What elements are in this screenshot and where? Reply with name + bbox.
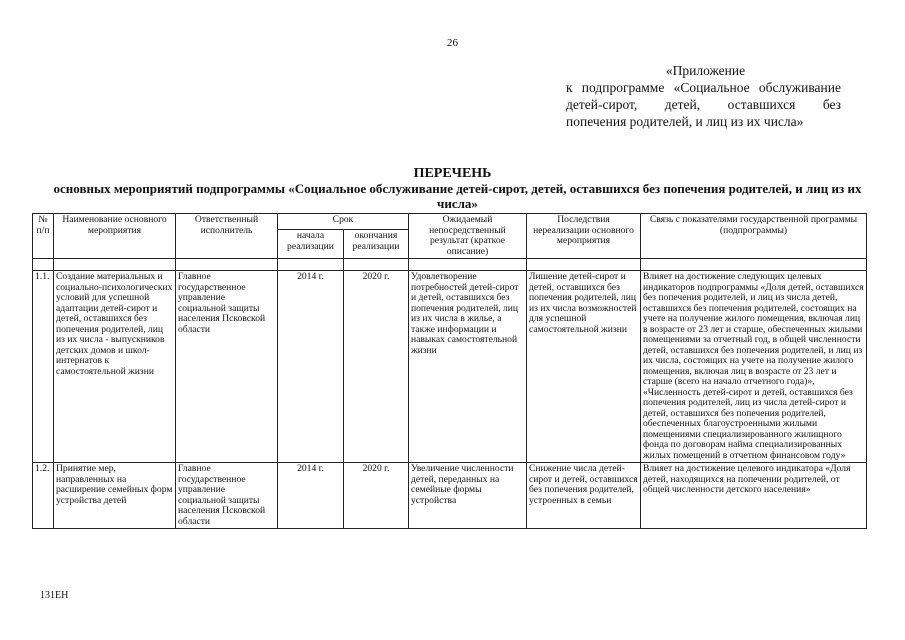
row-end: 2020 г.: [344, 463, 409, 529]
row-num: 1.1.: [33, 271, 54, 463]
appendix-header: [566, 62, 841, 130]
row-consequences: Снижение числа детей-сирот и детей, оставшихся без попечения родителей, устроенных в семьи: [527, 463, 641, 529]
header-result: Ожидаемый непосредственный результат (краткое описание): [409, 214, 527, 259]
page-number: 26: [447, 37, 458, 49]
header-consequences: Последствия нереализации основного мероприятия: [527, 214, 641, 259]
table-row: [33, 271, 867, 463]
header-end: окончания реализации: [344, 230, 409, 259]
row-consequences: Лишение детей-сирот и детей, оставшихся без попечения родителей, лиц из их числа возможностей для успешной самостоятельной жизни: [527, 271, 641, 463]
footer-code: 131ЕН: [40, 590, 69, 601]
row-num: 1.2.: [33, 463, 54, 529]
appendix-line-3: детей-сирот, детей, оставшихся без: [566, 97, 841, 112]
header-term: Срок: [278, 214, 409, 230]
appendix-line-1: «Приложение: [665, 63, 746, 78]
table-spacer-row: [33, 259, 867, 271]
table-header-row: [33, 214, 867, 230]
row-result: Увеличение численности детей, переданных на семейные формы устройства: [409, 463, 527, 529]
row-responsible: Главное государственное управление социальной защиты населения Псковской области: [176, 271, 278, 463]
measures-table: [32, 213, 867, 529]
header-num: № п/п: [33, 214, 54, 259]
appendix-line-4: попечения родителей, и лиц из их числа»: [566, 114, 804, 129]
row-link: Влияет на достижение следующих целевых индикаторов подпрограммы «Доля детей, оставшихся без попечения родителей, и лиц из числа детей, оставшихся без попечения родителей, состоящих на учете на получение жилого помещения, включая лиц в возрасте от 23 лет и старше, обеспеченных жилыми помещениями за отчетный год, в общей численности детей, оставшихся без попечения родителей, и лиц из их числа, состоящих на учете на получение жилого помещения, включая лиц в возрасте от 23 лет и старше (всего на начало отчетного года)», «Численность детей-сирот и детей, оставшихся без попечения родителей, лиц из числа детей-сирот и детей, оставшихся без попечения родителей, обеспеченных благоустроенными жилыми помещениями специализированного жилищного фонда по договорам найма специализированных жилых помещений в отчетном финансовом году»: [641, 271, 867, 463]
row-link: Влияет на достижение целевого индикатора «Доля детей, находящихся на попечении родителей, от общей численности детского населения»: [641, 463, 867, 529]
document-subtitle: основных мероприятий подпрограммы «Социальное обслуживание детей-сирот, детей, оставшихся без попечения родителей, и лиц из их числа»: [53, 181, 862, 211]
appendix-line-2: к подпрограмме «Социальное обслуживание: [566, 80, 841, 95]
row-end: 2020 г.: [344, 271, 409, 463]
header-responsible: Ответственный исполнитель: [176, 214, 278, 259]
row-start: 2014 г.: [278, 271, 344, 463]
header-link: Связь с показателями государственной программы (подпрограммы): [641, 214, 867, 259]
document-title: ПЕРЕЧЕНЬ: [413, 166, 492, 181]
row-responsible: Главное государственное управление социальной защиты населения Псковской области: [176, 463, 278, 529]
row-name: Принятие мер, направленных на расширение семейных форм устройства детей: [54, 463, 176, 529]
row-result: Удовлетворение потребностей детей-сирот и детей, оставшихся без попечения родителей, лиц из их числа в жилье, а также информации и навыках самостоятельной жизни: [409, 271, 527, 463]
header-name: Наименование основного мероприятия: [54, 214, 176, 259]
header-start: начала реализации: [278, 230, 344, 259]
row-name: Создание материальных и социально-психологических условий для успешной адаптации детей-сирот и детей, оставшихся без попечения родителей, лиц из их числа - выпускников детских домов и школ-интернатов к самостоятельной жизни: [54, 271, 176, 463]
row-start: 2014 г.: [278, 463, 344, 529]
table-row: [33, 463, 867, 529]
